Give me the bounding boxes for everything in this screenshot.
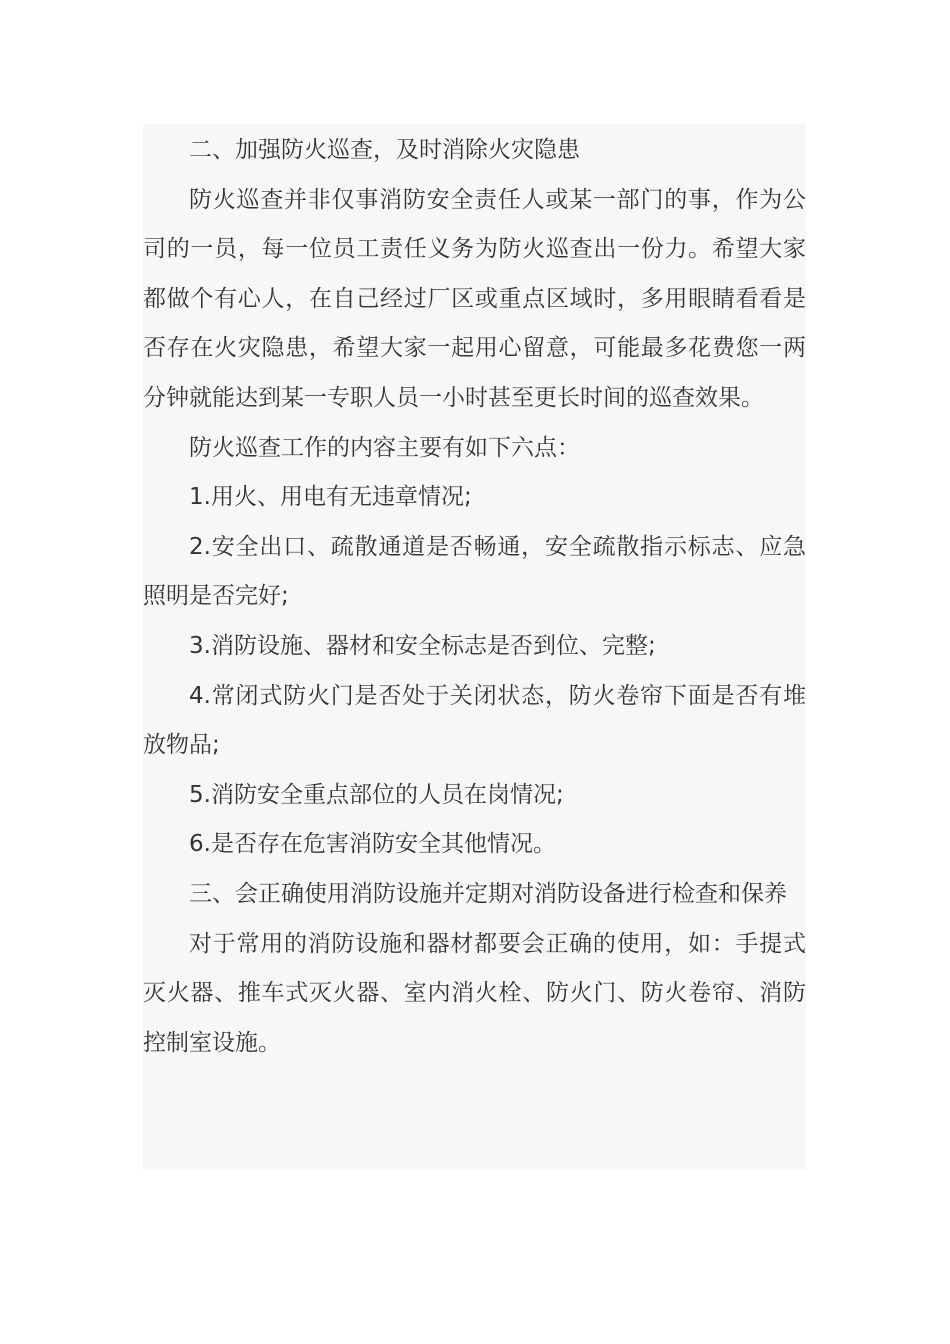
paragraph-patrol-contents-intro: 防火巡查工作的内容主要有如下六点： [189, 434, 580, 461]
section-heading-equipment-use: 三、会正确使用消防设施并定期对消防设备进行检查和保养 [189, 880, 787, 907]
list-item-2: 2.安全出口、疏散通道是否畅通，安全疏散指示标志、应急照明是否完好; [143, 533, 806, 610]
list-item-4: 4.常闭式防火门是否处于关闭状态，防火卷帘下面是否有堆放物品; [143, 682, 806, 759]
paragraph-patrol-responsibility: 防火巡查并非仅事消防安全责任人或某一部门的事，作为公司的一员，每一位员工责任义务为防火巡查出一份力。希望大家都做个有心人，在自己经过厂区或重点区域时，多用眼睛看看是否存在火灾隐患，希望大家一起用心留意，可能最多花费您一两分钟就能达到某一专职人员一小时甚至更长时间的巡查效果。 [143, 186, 806, 411]
list-item-6: 6.是否存在危害消防安全其他情况。 [189, 831, 556, 858]
list-item-3: 3.消防设施、器材和安全标志是否到位、完整; [189, 632, 656, 659]
document-content [143, 124, 806, 1170]
section-heading-fire-patrol: 二、加强防火巡查，及时消除火灾隐患 [189, 137, 580, 163]
paragraph-equipment-usage: 对于常用的消防设施和器材都要会正确的使用，如：手提式灭火器、推车式灭火器、室内消火栓、防火门、防火卷帘、消防控制室设施。 [143, 930, 806, 1056]
list-item-1: 1.用火、用电有无违章情况; [189, 484, 472, 511]
list-item-5: 5.消防安全重点部位的人员在岗情况; [189, 781, 564, 808]
